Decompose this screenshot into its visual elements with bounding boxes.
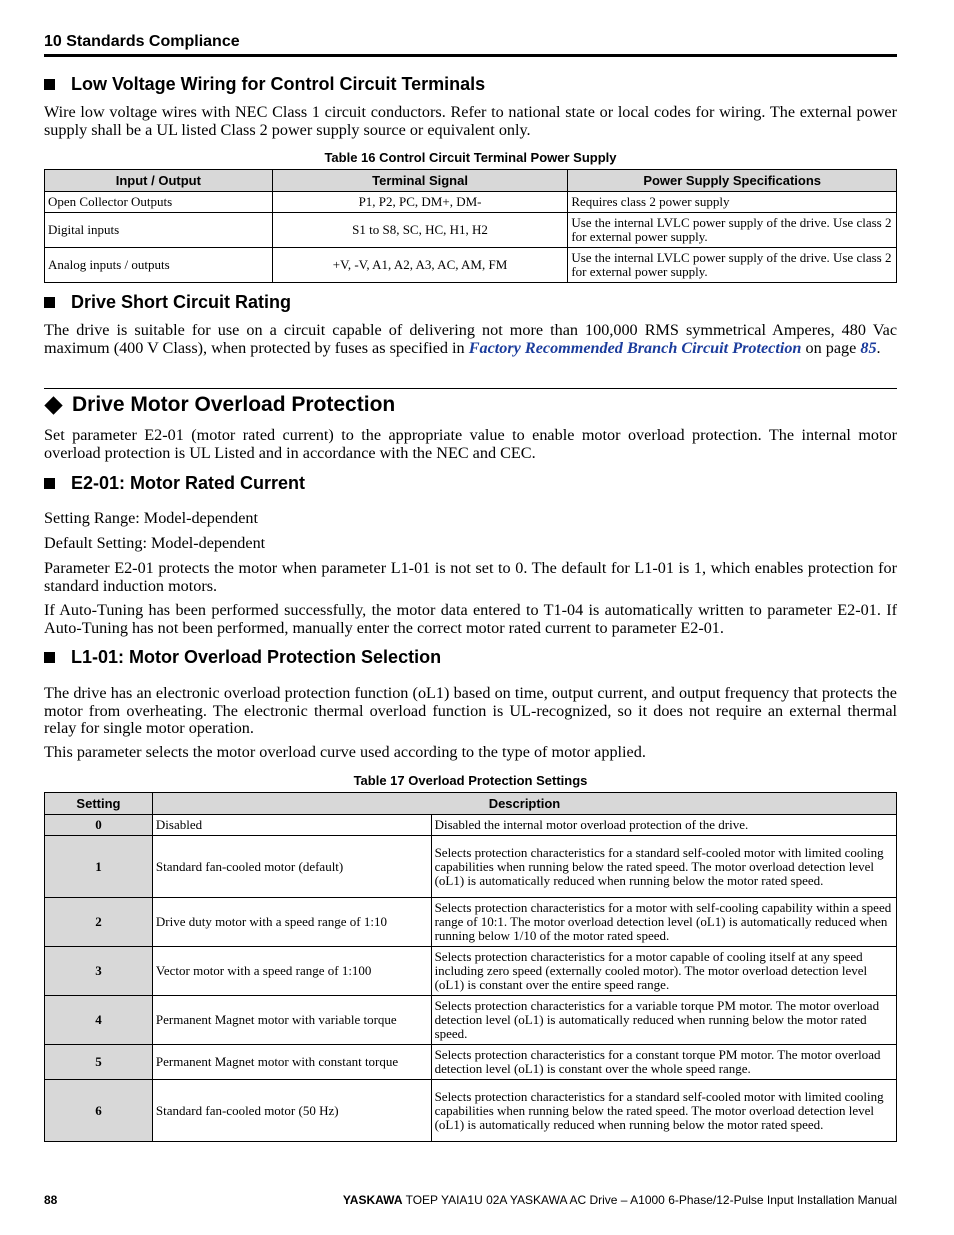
square-bullet-icon [44, 79, 55, 90]
table-cell: S1 to S8, SC, HC, H1, H2 [272, 213, 568, 248]
table-cell: Digital inputs [45, 213, 273, 248]
paragraph-short-circuit: The drive is suitable for use on a circuit capable of delivering not more than 100,000 RMS symmetrical Amperes, 480 Vac maximum (400 V Class), when protected by fuses as specified in Factory Recommended Branch Circuit Protection on page 85. [44, 321, 897, 357]
table-cell: Vector motor with a speed range of 1:100 [152, 947, 431, 996]
table16-header-row [45, 170, 897, 192]
table-row [45, 1045, 897, 1080]
diamond-bullet-icon [44, 396, 62, 414]
table-cell: Selects protection characteristics for a motor capable of cooling itself at any speed including zero speed (externally cooled motor). The motor overload detection level (oL1) is constant over the entire speed range. [431, 947, 896, 996]
table-cell: Permanent Magnet motor with constant torque [152, 1045, 431, 1080]
table-row [45, 947, 897, 996]
table-row [45, 996, 897, 1045]
square-bullet-icon [44, 478, 55, 489]
section-rule [44, 388, 897, 389]
table-row [45, 898, 897, 947]
square-bullet-icon [44, 652, 55, 663]
table17-caption: Table 17 Overload Protection Settings [353, 773, 588, 788]
setting-value: 2 [45, 898, 153, 947]
setting-value: 0 [45, 815, 153, 836]
table-cell: Selects protection characteristics for a constant torque PM motor. The motor overload detection level (oL1) is constant over the whole speed range. [431, 1045, 896, 1080]
setting-value: 5 [45, 1045, 153, 1080]
table-row [45, 1080, 897, 1142]
paragraph-l1-01-1: The drive has an electronic overload protection function (oL1) based on time, output current, and output frequency that protects the motor from overheating. The electronic thermal overload function is UL-recognized, so it does not require an external thermal relay for single motor operation. [44, 684, 897, 737]
table-cell: Disabled the internal motor overload protection of the drive. [431, 815, 896, 836]
heading-e2-01: E2-01: Motor Rated Current [44, 473, 305, 494]
table-cell: +V, -V, A1, A2, A3, AC, AM, FM [272, 248, 568, 283]
heading-l1-01: L1-01: Motor Overload Protection Selection [44, 647, 441, 668]
table-cell: Standard fan-cooled motor (50 Hz) [152, 1080, 431, 1142]
default-setting: Default Setting: Model-dependent [44, 534, 266, 552]
table16-header: Terminal Signal [272, 170, 568, 192]
table17-header: Setting [45, 793, 153, 815]
table-cell: Selects protection characteristics for a variable torque PM motor. The motor overload detection level (oL1) is automatically reduced when running below the motor rated speed. [431, 996, 896, 1045]
table17-header-row [45, 793, 897, 815]
table17-header: Description [152, 793, 896, 815]
table-row [45, 248, 897, 283]
table-cell: P1, P2, PC, DM+, DM- [272, 192, 568, 213]
table-cell: Selects protection characteristics for a standard self-cooled motor with limited cooling capabilities when running below the rated speed. The motor overload detection level (oL1) is automatically reduced when running below the motor rated speed. [431, 1080, 896, 1142]
square-bullet-icon [44, 297, 55, 308]
setting-value: 3 [45, 947, 153, 996]
link-page-ref[interactable]: 85 [860, 338, 877, 357]
header-rule [44, 54, 897, 57]
table-cell: Use the internal LVLC power supply of the drive. Use class 2 for external power supply. [568, 248, 897, 283]
table16-caption: Table 16 Control Circuit Terminal Power Supply [324, 150, 617, 165]
table-cell: Selects protection characteristics for a standard self-cooled motor with limited cooling capabilities when running below the rated speed. The motor overload detection level (oL1) is automatically reduced when running below the motor rated speed. [431, 836, 896, 898]
table-cell: Disabled [152, 815, 431, 836]
table16-header: Power Supply Specifications [568, 170, 897, 192]
table-cell: Selects protection characteristics for a motor with self-cooling capability within a speed range of 10:1. The motor overload detection level (oL1) is automatically reduced when running below 1/10 of the motor rated speed. [431, 898, 896, 947]
running-head: 10 Standards Compliance [44, 33, 240, 50]
paragraph-overload: Set parameter E2-01 (motor rated current) to the appropriate value to enable motor overload protection. The internal motor overload protection is UL Listed and in accordance with the NEC and CEC. [44, 426, 897, 462]
heading-low-voltage-wiring: Low Voltage Wiring for Control Circuit Terminals [44, 74, 485, 95]
table-row [45, 815, 897, 836]
setting-range: Setting Range: Model-dependent [44, 509, 258, 527]
link-branch-circuit-protection[interactable]: Factory Recommended Branch Circuit Protection [468, 338, 802, 357]
footer-doc-title: YASKAWA TOEP YAIA1U 02A YASKAWA AC Drive – A1000 6-Phase/12-Pulse Input Installation Manual [342, 1193, 897, 1207]
table-row [45, 192, 897, 213]
table-cell: Requires class 2 power supply [568, 192, 897, 213]
paragraph-e2-01-2: If Auto-Tuning has been performed successfully, the motor data entered to T1-04 is automatically written to parameter E2-01. If Auto-Tuning has not been performed, manually enter the correct motor rated current to parameter E2-01. [44, 601, 897, 637]
setting-value: 6 [45, 1080, 153, 1142]
setting-value: 4 [45, 996, 153, 1045]
paragraph-low-voltage: Wire low voltage wires with NEC Class 1 circuit conductors. Refer to national state or local codes for wiring. The external power supply shall be a UL listed Class 2 power supply source or equivalent only. [44, 103, 897, 139]
table-cell: Drive duty motor with a speed range of 1:10 [152, 898, 431, 947]
table-cell: Open Collector Outputs [45, 192, 273, 213]
table-row [45, 836, 897, 898]
table-cell: Permanent Magnet motor with variable torque [152, 996, 431, 1045]
paragraph-e2-01-1: Parameter E2-01 protects the motor when parameter L1-01 is not set to 0. The default for L1-01 is 1, which enables protection for standard induction motors. [44, 559, 897, 595]
table-cell: Use the internal LVLC power supply of the drive. Use class 2 for external power supply. [568, 213, 897, 248]
table-cell: Analog inputs / outputs [45, 248, 273, 283]
table16-header: Input / Output [45, 170, 273, 192]
heading-motor-overload-protection: Drive Motor Overload Protection [44, 393, 395, 417]
table16 [44, 169, 897, 283]
heading-short-circuit-rating: Drive Short Circuit Rating [44, 292, 291, 313]
setting-value: 1 [45, 836, 153, 898]
table-row [45, 213, 897, 248]
page-number: 88 [44, 1193, 58, 1207]
paragraph-l1-01-2: This parameter selects the motor overload curve used according to the type of motor applied. [44, 743, 646, 761]
table-cell: Standard fan-cooled motor (default) [152, 836, 431, 898]
table17 [44, 792, 897, 1142]
